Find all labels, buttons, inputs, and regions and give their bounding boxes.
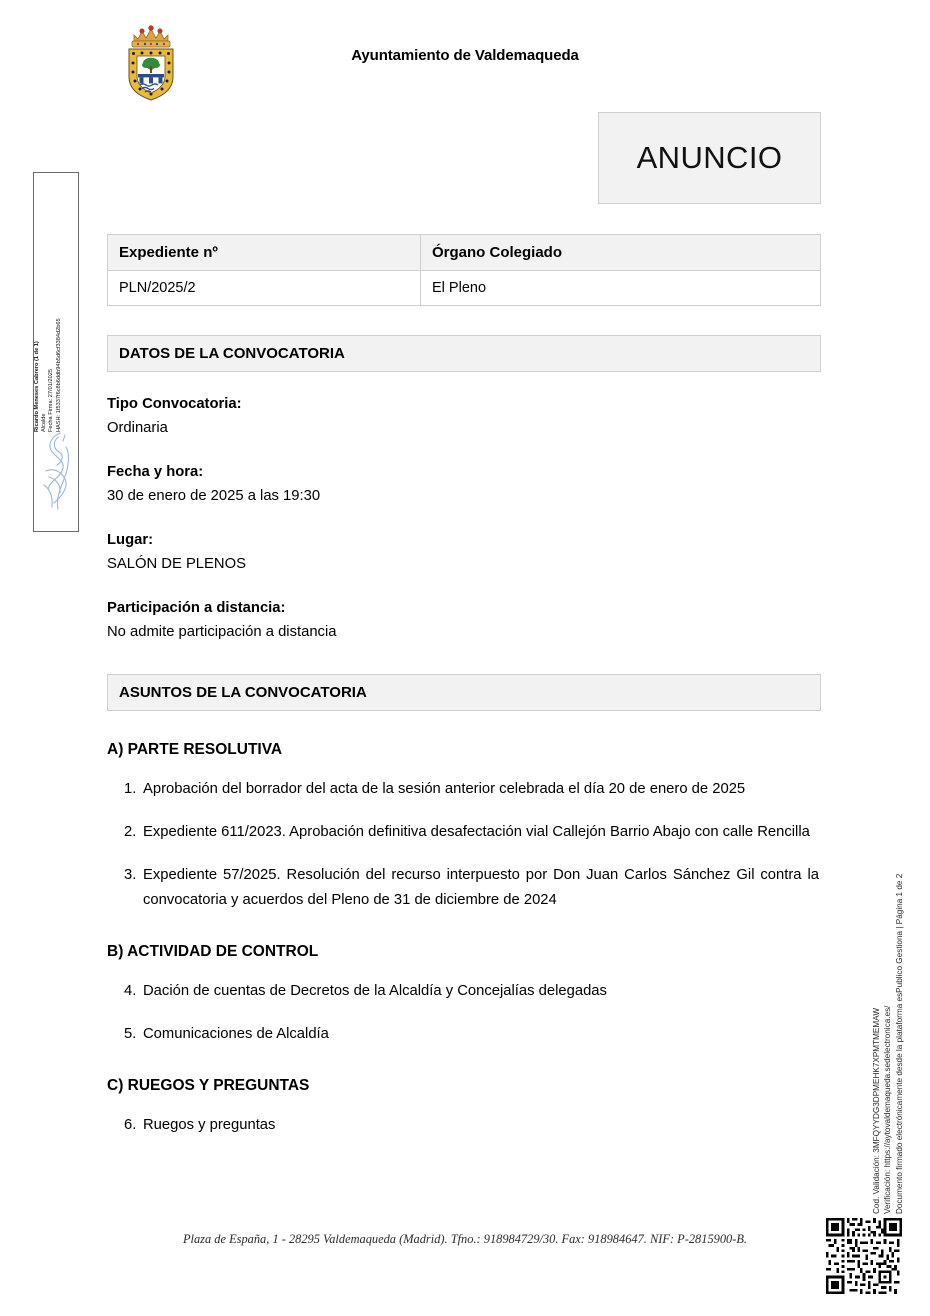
validation-platform-note: Documento firmado electrónicamente desde la plataforma esPublico Gestiona | Página 1 de 2 — [894, 873, 904, 1214]
table-row — [108, 271, 821, 306]
list-item — [107, 820, 821, 845]
handwritten-signature-icon — [36, 427, 78, 513]
item-number: 5. — [124, 1026, 137, 1042]
signature-signer-name: Ricardo Meneses Cabrero (1 de 1) — [34, 341, 40, 432]
agenda-group-heading-c: C) RUEGOS Y PREGUNTAS — [107, 1077, 310, 1094]
list-item — [107, 979, 821, 1004]
item-number: 6. — [124, 1117, 137, 1133]
field-value: SALÓN DE PLENOS — [107, 556, 246, 572]
field-value: Ordinaria — [107, 420, 168, 436]
field-label: Fecha y hora: — [107, 464, 204, 480]
column-header-organo: Órgano Colegiado — [421, 235, 821, 271]
list-item — [107, 1022, 821, 1047]
list-item — [107, 863, 821, 913]
item-text: Expediente 57/2025. Resolución del recurso interpuesto por Don Juan Carlos Sánchez Gil contra la convocatoria y acuerdos del Pleno de 31 de diciembre de 2024 — [143, 867, 819, 908]
field-fecha-hora — [107, 462, 821, 508]
document-header — [0, 0, 930, 112]
field-tipo-convocatoria — [107, 394, 821, 440]
signature-sidebar — [33, 172, 79, 532]
field-lugar — [107, 530, 821, 576]
expediente-table — [107, 234, 821, 306]
field-participacion-distancia — [107, 598, 821, 644]
agenda-list-c — [107, 1113, 821, 1138]
item-number: 1. — [124, 781, 137, 797]
datos-section-band: DATOS DE LA CONVOCATORIA — [107, 335, 821, 372]
list-item — [107, 1113, 821, 1138]
item-text: Dación de cuentas de Decretos de la Alcaldía y Concejalías delegadas — [143, 983, 607, 999]
field-value: 30 de enero de 2025 a las 19:30 — [107, 488, 321, 504]
agenda-group-heading-b: B) ACTIVIDAD DE CONTROL — [107, 943, 319, 960]
column-header-expediente: Expediente nº — [108, 235, 421, 271]
agenda-list-b — [107, 979, 821, 1047]
validation-verification-url: Verificación: https://aytovaldemaqueda.sedelectronica.es/ — [883, 1005, 893, 1214]
table-header-row — [108, 235, 821, 271]
field-label: Tipo Convocatoria: — [107, 396, 242, 412]
agenda-list-a — [107, 777, 821, 913]
organization-title: Ayuntamiento de Valdemaqueda — [351, 47, 579, 64]
validation-stamp-text — [871, 816, 913, 1214]
document-body — [107, 112, 821, 1138]
cell-expediente-numero: PLN/2025/2 — [108, 271, 421, 306]
cell-organo-colegiado: El Pleno — [421, 271, 821, 306]
asuntos-section-band: ASUNTOS DE LA CONVOCATORIA — [107, 674, 821, 711]
validation-stamp — [870, 815, 914, 1215]
field-label: Lugar: — [107, 532, 154, 548]
item-text: Aprobación del borrador del acta de la sesión anterior celebrada el día 20 de enero de 2025 — [143, 781, 746, 797]
item-number: 2. — [124, 824, 137, 840]
signature-date: Fecha Firma: 27/01/2025 — [48, 369, 55, 432]
footer-address: Plaza de España, 1 - 28295 Valdemaqueda (Madrid). Tfno.: 918984729/30. Fax: 918984647. NIF: P-2815900-B. — [182, 1232, 748, 1246]
item-number: 3. — [124, 867, 137, 883]
qr-code-icon — [826, 1218, 902, 1294]
list-item — [107, 777, 821, 802]
validation-code: Cod. Validación: 3MFQYYDG3DPMEHK7XPMTMEMAW — [872, 1007, 881, 1214]
signature-hash: HASH: 1f5337f6c8b6ddb94b5d6cf3384d2b65 — [55, 318, 62, 432]
field-value: No admite participación a distancia — [107, 624, 337, 640]
field-label: Participación a distancia: — [107, 600, 286, 616]
item-text: Comunicaciones de Alcaldía — [143, 1026, 329, 1042]
item-text: Ruegos y preguntas — [143, 1117, 276, 1133]
signature-signer-role: Alcalde — [41, 413, 48, 432]
anuncio-title-box: ANUNCIO — [598, 112, 821, 204]
agenda-group-heading-a: A) PARTE RESOLUTIVA — [107, 741, 283, 758]
item-text: Expediente 611/2023. Aprobación definitiva desafectación vial Callejón Barrio Abajo con calle Rencilla — [143, 824, 810, 840]
item-number: 4. — [124, 983, 137, 999]
